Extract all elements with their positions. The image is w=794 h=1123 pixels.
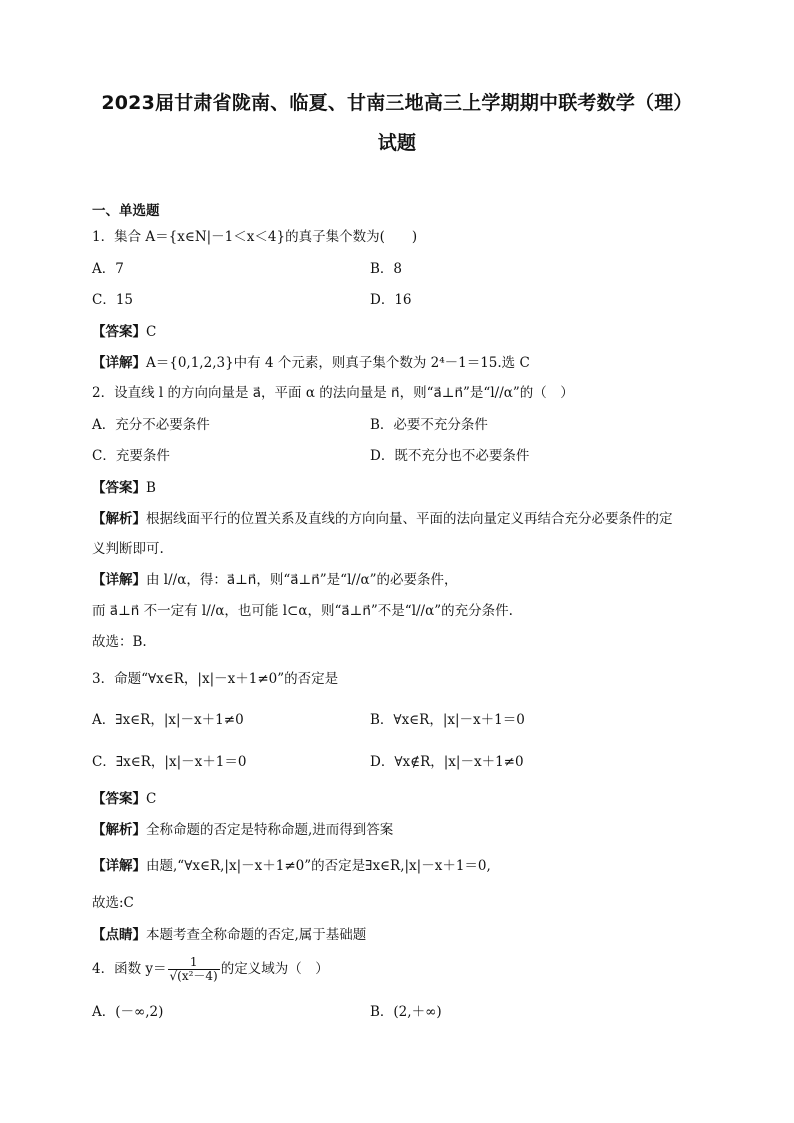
- q1-option-d: D．16: [370, 292, 412, 308]
- q3-option-b: B．∀x∈R，|x|－x＋1＝0: [370, 712, 525, 728]
- q2-detail-cont: 而 a⃗⊥n⃗ 不一定有 l//α，也可能 l⊂α，则“a⃗⊥n⃗”不是“l//α”的充分条件.: [92, 603, 513, 619]
- answer-value: B: [146, 480, 156, 496]
- q3-option-d: D．∀x∉R，|x|－x＋1≠0: [370, 754, 524, 770]
- q4-fraction-numerator: 1: [168, 956, 220, 970]
- q4-stem-pre: 4．函数 y＝: [92, 961, 167, 977]
- section-heading: 一、单选题: [92, 203, 160, 219]
- q3-conclusion: 故选:C: [92, 895, 134, 911]
- q2-analysis: [92, 510, 673, 528]
- q4-stem: [92, 954, 329, 984]
- q2-option-c: C．充要条件: [92, 448, 170, 464]
- q1-answer: [92, 323, 156, 341]
- document-title-line-1: 2023届甘肃省陇南、临夏、甘南三地高三上学期期中联考数学（理）: [101, 92, 693, 114]
- q4-fraction: [168, 956, 220, 983]
- answer-tag: 【答案】: [92, 324, 146, 340]
- answer-tag: 【答案】: [92, 791, 146, 807]
- q4-option-b: B．(2,＋∞): [370, 1004, 442, 1020]
- comment-tag: 【点睛】: [92, 927, 146, 943]
- comment-text: 本题考查全称命题的否定,属于基础题: [146, 927, 367, 943]
- answer-value: C: [146, 324, 157, 340]
- q2-option-d: D．既不充分也不必要条件: [370, 448, 530, 464]
- q2-conclusion: 故选：B.: [92, 634, 147, 650]
- detail-text: 由 l//α，得：a⃗⊥n⃗，则“a⃗⊥n⃗”是“l//α”的必要条件，: [146, 572, 458, 588]
- answer-value: C: [146, 791, 157, 807]
- q2-analysis-cont: 义判断即可.: [92, 541, 164, 557]
- detail-tag: 【详解】: [92, 858, 146, 874]
- q2-option-a: A．充分不必要条件: [92, 417, 210, 433]
- q4-fraction-denominator: √(x²－4): [169, 969, 218, 983]
- q3-option-c: C．∃x∈R，|x|－x＋1＝0: [92, 754, 247, 770]
- detail-tag: 【详解】: [92, 355, 146, 371]
- answer-tag: 【答案】: [92, 480, 146, 496]
- q1-option-b: B．8: [370, 261, 403, 277]
- detail-tag: 【详解】: [92, 572, 146, 588]
- analysis-text: 根据线面平行的位置关系及直线的方向向量、平面的法向量定义再结合充分必要条件的定: [146, 511, 673, 527]
- q3-detail: [92, 857, 491, 875]
- detail-text: 由题,“∀x∈R,|x|－x＋1≠0”的否定是∃x∈R,|x|－x＋1＝0,: [146, 858, 491, 874]
- q3-analysis: [92, 821, 393, 839]
- q1-option-c: C．15: [92, 292, 134, 308]
- q1-option-a: A．7: [92, 261, 124, 277]
- analysis-tag: 【解析】: [92, 511, 146, 527]
- analysis-tag: 【解析】: [92, 822, 146, 838]
- q2-option-b: B．必要不充分条件: [370, 417, 488, 433]
- q1-detail: [92, 354, 530, 372]
- q3-stem: 3．命题“∀x∈R，|x|－x＋1≠0”的否定是: [92, 671, 339, 687]
- q1-stem: 1．集合 A＝{x∈N|－1＜x＜4}的真子集个数为( ): [92, 229, 418, 245]
- analysis-text: 全称命题的否定是特称命题,进而得到答案: [146, 822, 394, 838]
- detail-text: A＝{0,1,2,3}中有 4 个元素，则真子集个数为 2⁴－1＝15.选 C: [146, 355, 530, 371]
- q4-option-a: A．(－∞,2): [92, 1004, 164, 1020]
- document-title-line-2: 试题: [377, 132, 417, 154]
- q2-stem: 2．设直线 l 的方向向量是 a⃗，平面 α 的法向量是 n⃗，则“a⃗⊥n⃗”是“l//α”的（ ）: [92, 385, 574, 401]
- q2-detail: [92, 571, 458, 589]
- q4-stem-post: 的定义域为（ ）: [220, 961, 329, 977]
- q3-answer: [92, 790, 156, 808]
- q3-comment: [92, 926, 366, 944]
- q2-answer: [92, 479, 156, 497]
- q3-option-a: A．∃x∈R，|x|－x＋1≠0: [92, 712, 244, 728]
